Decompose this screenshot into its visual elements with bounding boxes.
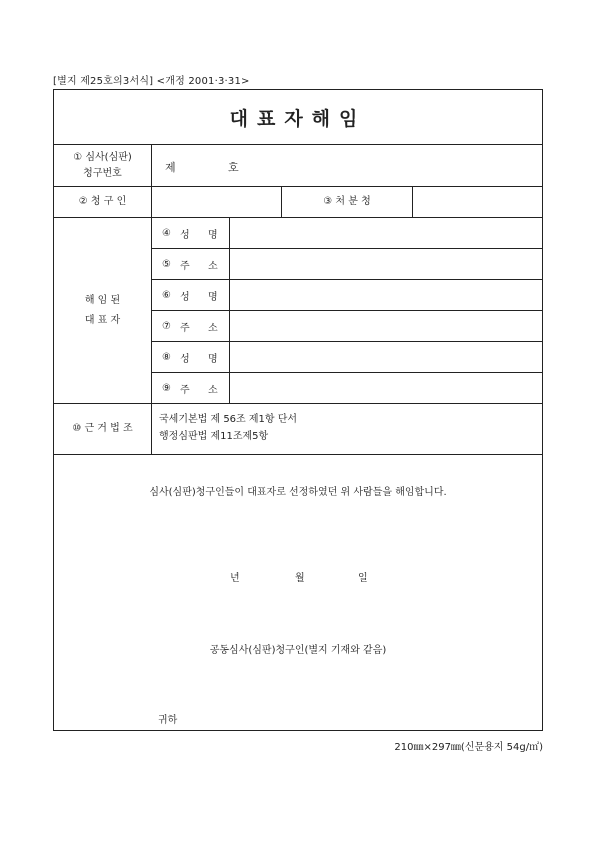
- date-year: 년: [230, 573, 240, 584]
- rep-row-num: ⑧: [162, 351, 171, 363]
- rep-row-label-a: 성: [180, 291, 190, 303]
- rep-row-label-b: 소: [208, 385, 218, 396]
- rep-row: [152, 218, 542, 249]
- claim-number-label-line2: 청구번호: [83, 167, 122, 179]
- claimant-field[interactable]: [151, 187, 281, 217]
- rep-row-label: [152, 311, 230, 341]
- form-header: [별지 제25호의3서식] <개정 2001·3·31>: [53, 76, 250, 87]
- rep-row-label-a: 주: [180, 260, 190, 272]
- date-month: 월: [295, 573, 305, 584]
- rep-row-label: [152, 280, 230, 310]
- rep-row-label-b: 명: [208, 353, 218, 365]
- claimant-label: ② 청 구 인: [78, 196, 127, 207]
- rep-row-label: [152, 218, 230, 248]
- rep-row: [152, 249, 542, 280]
- rep-row: [152, 280, 542, 311]
- rep-address-field[interactable]: [230, 373, 542, 404]
- rep-address-field[interactable]: [230, 311, 542, 341]
- claim-number-label: [54, 145, 151, 186]
- signer-line: 공동심사(심판)청구인(별지 기재와 같음): [209, 645, 387, 656]
- rep-row-label-b: 소: [208, 260, 218, 272]
- legal-basis-line1: 국세기본법 제 56조 제1항 단서: [159, 414, 298, 425]
- rep-row-label-b: 명: [208, 229, 218, 241]
- rep-row-label: [152, 373, 230, 404]
- claimant-row: [54, 187, 542, 218]
- claim-number-prefix: 제: [165, 161, 176, 174]
- rep-row: [152, 311, 542, 342]
- claim-number-label-line1: ① 심사(심판): [73, 151, 132, 163]
- representatives-label-line1: 해 임 된: [84, 294, 121, 306]
- rep-name-field[interactable]: [230, 342, 542, 372]
- rep-row-num: ④: [162, 227, 171, 239]
- representatives-label-line2: 대 표 자: [84, 314, 121, 326]
- legal-basis-label: ⑩ 근 거 법 조: [72, 423, 133, 434]
- rep-row-label-a: 주: [180, 385, 190, 396]
- rep-row: [152, 373, 542, 404]
- legal-basis-row: [54, 404, 542, 455]
- agency-field[interactable]: [412, 187, 542, 217]
- rep-row-label: [152, 342, 230, 372]
- representatives-section: [54, 218, 542, 404]
- rep-row-num: ⑥: [162, 289, 171, 301]
- statement-area: [54, 455, 542, 730]
- representatives-label: [54, 218, 151, 403]
- title-row: [54, 90, 542, 145]
- form-title: 대표자해임: [229, 107, 367, 130]
- dismissal-statement: 심사(심판)청구인들이 대표자로 선정하였던 위 사람들을 해임합니다.: [149, 487, 447, 498]
- claim-number-field[interactable]: [151, 145, 542, 186]
- rep-row-num: ⑨: [162, 383, 171, 394]
- agency-label: ③ 처 분 청: [281, 187, 412, 217]
- rep-name-field[interactable]: [230, 218, 542, 248]
- paper-spec: 210㎜×297㎜(신문용지 54g/㎡): [394, 742, 543, 753]
- rep-row-label-a: 성: [180, 229, 190, 241]
- rep-name-field[interactable]: [230, 280, 542, 310]
- recipient: 귀하: [158, 715, 178, 726]
- claim-number-suffix: 호: [228, 161, 239, 174]
- rep-row: [152, 342, 542, 373]
- rep-row-num: ⑦: [162, 320, 171, 332]
- date-day: 일: [358, 573, 368, 584]
- rep-row-label-b: 명: [208, 291, 218, 303]
- representatives-table: [151, 218, 542, 403]
- rep-row-label-b: 소: [208, 322, 218, 334]
- rep-row-num: ⑤: [162, 258, 171, 270]
- rep-row-label-a: 성: [180, 353, 190, 365]
- rep-row-label: [152, 249, 230, 279]
- rep-row-label-a: 주: [180, 322, 190, 334]
- claim-number-row: [54, 145, 542, 187]
- form-frame: [53, 89, 543, 731]
- legal-basis-field[interactable]: [151, 404, 542, 454]
- legal-basis-line2: 행정심판법 제11조제5항: [159, 431, 269, 442]
- rep-address-field[interactable]: [230, 249, 542, 279]
